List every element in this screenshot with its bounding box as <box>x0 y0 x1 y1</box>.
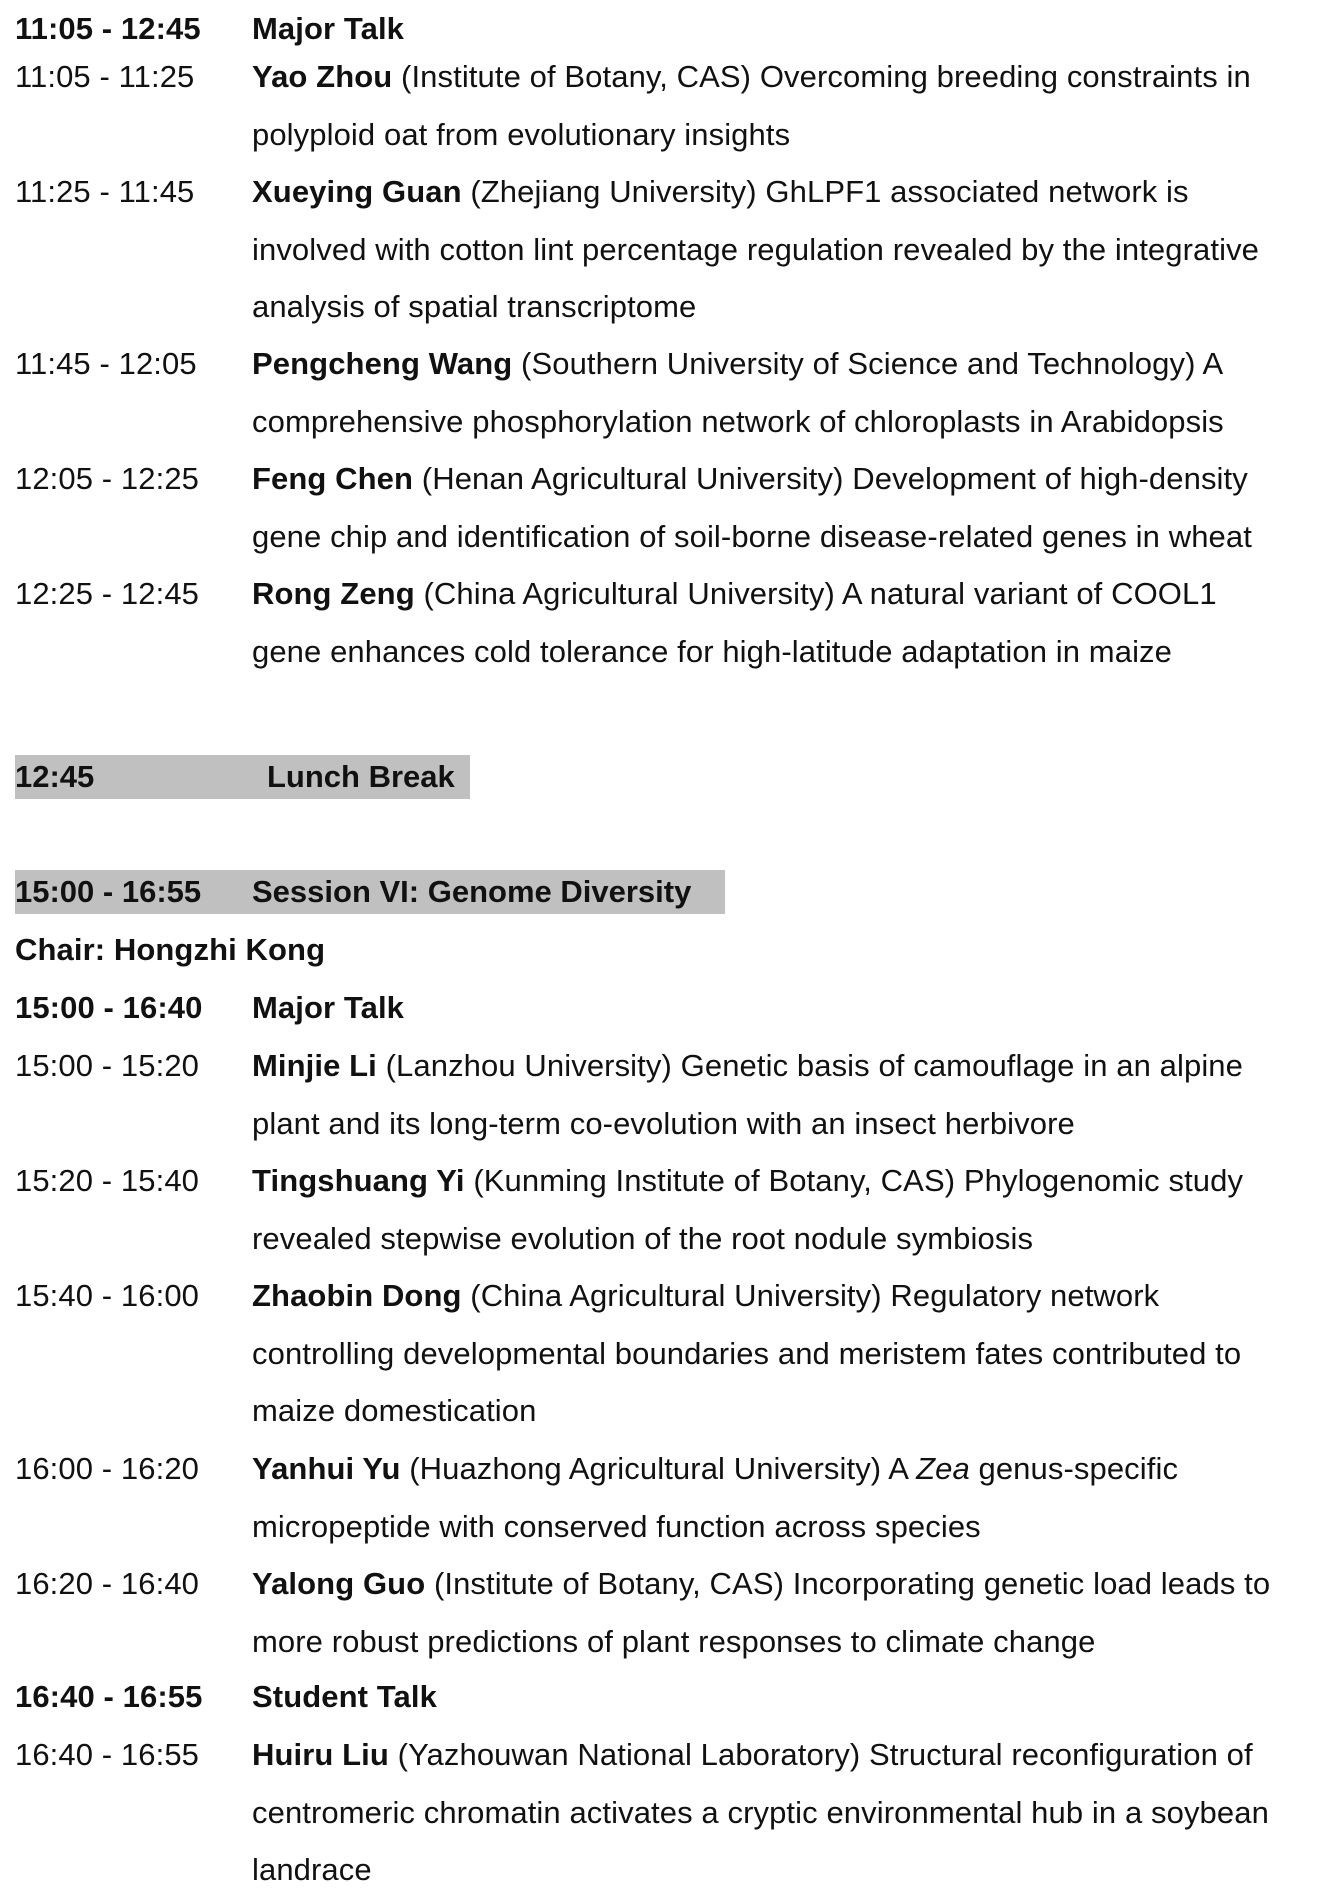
talk-row <box>0 335 1344 451</box>
block-time: 16:40 - 16:55 <box>15 1679 203 1714</box>
talk-title-cont: polyploid oat from evolutionary insights <box>252 116 791 152</box>
talk-time: 16:40 - 16:55 <box>15 1737 200 1772</box>
talk-time: 15:00 - 15:20 <box>15 1048 200 1083</box>
talk-title-cont: micropeptide with conserved function across species <box>252 1508 981 1544</box>
speaker-affiliation: (Lanzhou University) <box>385 1048 672 1083</box>
talk-title-cont: comprehensive phosphorylation network of chloroplasts in Arabidopsis <box>252 403 1224 439</box>
talk-title-cont: centromeric chromatin activates a cryptic environmental hub in a soybean <box>252 1794 1269 1830</box>
block-label: Major Talk <box>252 11 405 46</box>
speaker-name: Yao Zhou <box>252 59 393 94</box>
speaker-affiliation: (Yazhouwan National Laboratory) <box>397 1737 861 1772</box>
talk-row <box>0 1037 1344 1153</box>
speaker-affiliation: (Huazhong Agricultural University) <box>409 1451 882 1486</box>
talk-time: 11:45 - 12:05 <box>15 346 197 381</box>
session-title: Session VI: Genome Diversity <box>252 874 692 909</box>
talk-time: 16:00 - 16:20 <box>15 1451 200 1486</box>
block-label: Major Talk <box>252 990 405 1025</box>
block-time: 11:05 - 12:45 <box>15 11 201 46</box>
talk-row <box>0 48 1344 164</box>
speaker-name: Pengcheng Wang <box>252 346 513 381</box>
speaker-affiliation: (Institute of Botany, CAS) <box>433 1566 785 1601</box>
talk-title-cont: gene enhances cold tolerance for high-latitude adaptation in maize <box>252 633 1172 669</box>
speaker-affiliation: (Zhejiang University) <box>470 174 757 209</box>
speaker-name: Minjie Li <box>252 1048 377 1083</box>
talk-title: GhLPF1 associated network is <box>765 174 1189 209</box>
talk-text <box>252 1037 1344 1152</box>
talk-title-italic-genus: Zea <box>916 1451 970 1486</box>
speaker-affiliation: (Henan Agricultural University) <box>421 461 844 496</box>
talk-time: 11:25 - 11:45 <box>15 174 195 209</box>
session-chair-row <box>0 921 1344 979</box>
talk-text <box>252 48 1344 163</box>
talk-row <box>0 1726 1344 1899</box>
talk-title-cont: analysis of spatial transcriptome <box>252 289 697 325</box>
talk-text <box>252 1152 1344 1267</box>
speaker-affiliation: (Kunming Institute of Botany, CAS) <box>473 1163 956 1198</box>
talk-title: Incorporating genetic load leads to <box>792 1566 1271 1601</box>
talk-row <box>0 1555 1344 1671</box>
talk-text <box>252 335 1344 450</box>
speaker-name: Yanhui Yu <box>252 1451 401 1486</box>
talk-title: Genetic basis of camouflage in an alpine <box>680 1048 1243 1083</box>
talk-title: Regulatory network <box>890 1278 1160 1313</box>
talk-row <box>0 1267 1344 1429</box>
talk-title-cont: controlling developmental boundaries and meristem fates contributed to <box>252 1335 1242 1371</box>
speaker-name: Zhaobin Dong <box>252 1278 462 1313</box>
lunch-break-row <box>0 748 1344 806</box>
talk-title: A <box>888 1451 908 1486</box>
block-time: 15:00 - 16:40 <box>15 990 203 1025</box>
speaker-affiliation: (Institute of Botany, CAS) <box>401 59 752 94</box>
talk-row <box>0 1440 1344 1556</box>
schedule-header-row <box>0 1668 1344 1726</box>
schedule-header-row <box>0 979 1344 1037</box>
talk-time: 12:05 - 12:25 <box>15 461 200 496</box>
session-header-row <box>0 863 1344 921</box>
talk-text <box>252 163 1344 336</box>
talk-time: 15:20 - 15:40 <box>15 1163 200 1198</box>
talk-time: 12:25 - 12:45 <box>15 576 200 611</box>
talk-title-cont: involved with cotton lint percentage regulation revealed by the integrative <box>252 231 1260 267</box>
talk-title: genus-specific <box>978 1451 1179 1486</box>
talk-text <box>252 565 1344 680</box>
talk-title-cont: gene chip and identification of soil-borne disease-related genes in wheat <box>252 518 1252 554</box>
speaker-name: Xueying Guan <box>252 174 462 209</box>
talk-text <box>252 1267 1344 1440</box>
talk-title: A natural variant of COOL1 <box>841 576 1217 611</box>
speaker-affiliation: (China Agricultural University) <box>423 576 835 611</box>
block-label: Student Talk <box>252 1679 437 1714</box>
talk-title-cont: more robust predictions of plant responses to climate change <box>252 1623 1096 1659</box>
talk-text <box>252 1555 1344 1670</box>
talk-time: 15:40 - 16:00 <box>15 1278 200 1313</box>
speaker-affiliation: (Southern University of Science and Technology) <box>521 346 1196 381</box>
talk-text <box>252 450 1344 565</box>
speaker-name: Huiru Liu <box>252 1737 389 1772</box>
lunch-time: 12:45 <box>15 759 95 794</box>
talk-time: 11:05 - 11:25 <box>15 59 195 94</box>
speaker-name: Yalong Guo <box>252 1566 426 1601</box>
speaker-name: Rong Zeng <box>252 576 415 611</box>
talk-title: Phylogenomic study <box>963 1163 1244 1198</box>
session-time: 15:00 - 16:55 <box>15 874 202 909</box>
talk-title: Structural reconfiguration of <box>869 1737 1253 1772</box>
talk-title: Overcoming breeding constraints in <box>759 59 1251 94</box>
speaker-affiliation: (China Agricultural University) <box>470 1278 882 1313</box>
talk-row <box>0 163 1344 325</box>
talk-time: 16:20 - 16:40 <box>15 1566 200 1601</box>
talk-title: A <box>1202 346 1224 381</box>
speaker-name: Tingshuang Yi <box>252 1163 465 1198</box>
speaker-name: Feng Chen <box>252 461 414 496</box>
session-chair: Chair: Hongzhi Kong <box>15 932 326 967</box>
talk-row <box>0 450 1344 566</box>
talk-title-cont: plant and its long-term co-evolution with an insect herbivore <box>252 1105 1075 1141</box>
talk-text <box>252 1726 1344 1899</box>
talk-title-cont: landrace <box>252 1852 372 1888</box>
talk-title: Development of high-density <box>852 461 1248 496</box>
lunch-label: Lunch Break <box>267 759 455 794</box>
talk-row <box>0 1152 1344 1268</box>
talk-title-cont: maize domestication <box>252 1393 537 1429</box>
talk-text <box>252 1440 1344 1555</box>
talk-title-cont: revealed stepwise evolution of the root nodule symbiosis <box>252 1220 1034 1256</box>
talk-row <box>0 565 1344 681</box>
